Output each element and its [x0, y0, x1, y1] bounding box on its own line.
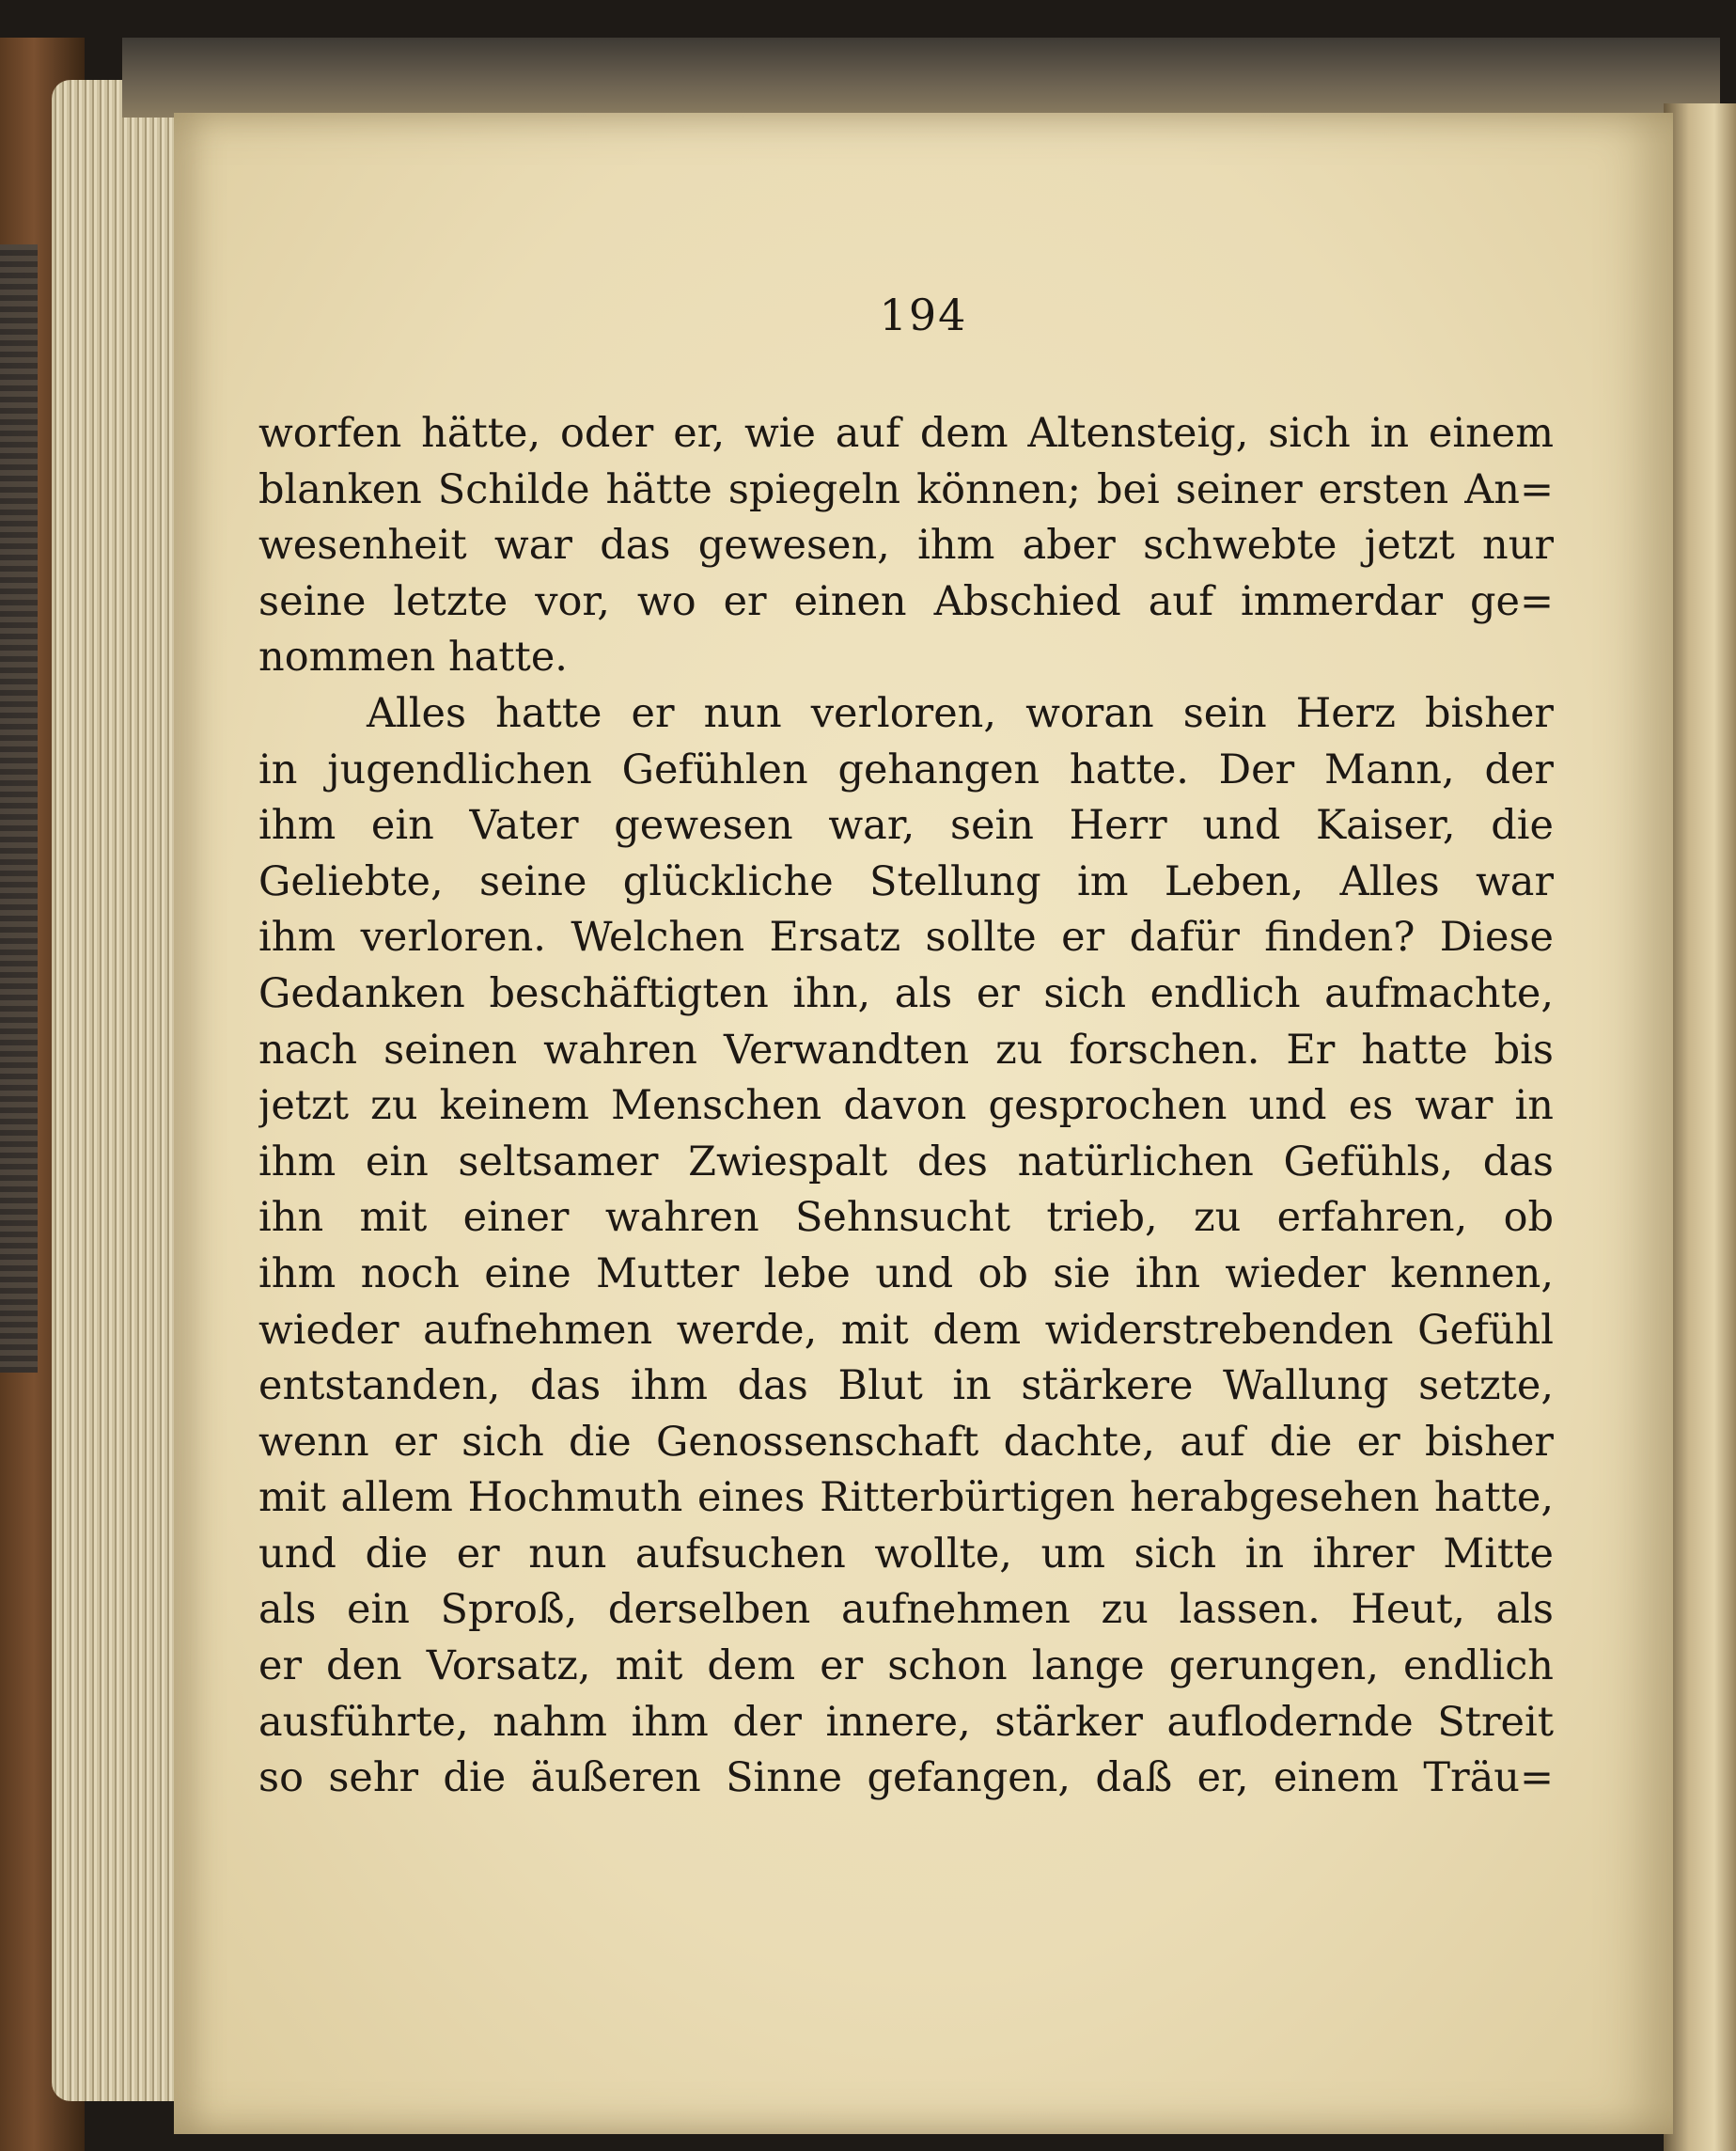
- text-line: worfen hätte, oder er, wie auf dem Altensteig, sich in einem: [258, 410, 1554, 457]
- text-line: wieder aufnehmen werde, mit dem widerstrebenden Gefühl: [258, 1306, 1554, 1354]
- text-line: seine letzte vor, wo er einen Abschied auf immerdar ge=: [258, 577, 1554, 625]
- page-block-edges: [52, 80, 183, 2101]
- text-line: ihm verloren. Welchen Ersatz sollte er dafür finden? Diese: [258, 914, 1554, 962]
- text-line: nach seinen wahren Verwandten zu forschen. Er hatte bis: [258, 1026, 1554, 1074]
- text-line: ihm noch eine Mutter lebe und ob sie ihn wieder kennen,: [258, 1249, 1554, 1297]
- text-line: und die er nun aufsuchen wollte, um sich in ihrer Mitte: [258, 1530, 1554, 1578]
- text-line: ihm ein Vater gewesen war, sein Herr und Kaiser, die: [258, 802, 1554, 850]
- text-line: ihm ein seltsamer Zwiespalt des natürlichen Gefühls, das: [258, 1138, 1554, 1185]
- marbled-cover-edge: [0, 244, 38, 1373]
- text-line: nommen hatte.: [258, 634, 568, 682]
- text-line: ausführte, nahm ihm der innere, stärker auflodernde Streit: [258, 1698, 1554, 1746]
- text-line: jetzt zu keinem Menschen davon gesprochen und es war in: [258, 1082, 1554, 1130]
- text-line: mit allem Hochmuth eines Ritterbürtigen herabgesehen hatte,: [258, 1474, 1554, 1522]
- text-line: als ein Sproß, derselben aufnehmen zu lassen. Heut, als: [258, 1586, 1554, 1634]
- facing-page-gutter: [1664, 103, 1736, 2151]
- text-line: ihn mit einer wahren Sehnsucht trieb, zu erfahren, ob: [258, 1194, 1554, 1242]
- text-line: entstanden, das ihm das Blut in stärkere Wallung setzte,: [258, 1362, 1554, 1410]
- page-number: 194: [879, 290, 968, 340]
- text-line: wesenheit war das gewesen, ihm aber schwebte jetzt nur: [258, 522, 1554, 570]
- text-line: Gedanken beschäftigten ihn, als er sich endlich aufmachte,: [258, 969, 1554, 1017]
- text-line: wenn er sich die Genossenschaft dachte, auf die er bisher: [258, 1418, 1554, 1466]
- text-line: in jugendlichen Gefühlen gehangen hatte. Der Mann, der: [258, 746, 1554, 793]
- text-line: blanken Schilde hätte spiegeln können; bei seiner ersten An=: [258, 465, 1554, 513]
- text-line: so sehr die äußeren Sinne gefangen, daß er, einem Träu=: [258, 1754, 1554, 1802]
- page-body-text: [258, 406, 1554, 1807]
- text-line: Alles hatte er nun verloren, woran sein Herz bisher: [367, 689, 1554, 737]
- text-line: er den Vorsatz, mit dem er schon lange gerungen, endlich: [258, 1642, 1554, 1690]
- text-line: Geliebte, seine glückliche Stellung im Leben, Alles war: [258, 857, 1554, 905]
- top-cover-edge: [122, 38, 1720, 118]
